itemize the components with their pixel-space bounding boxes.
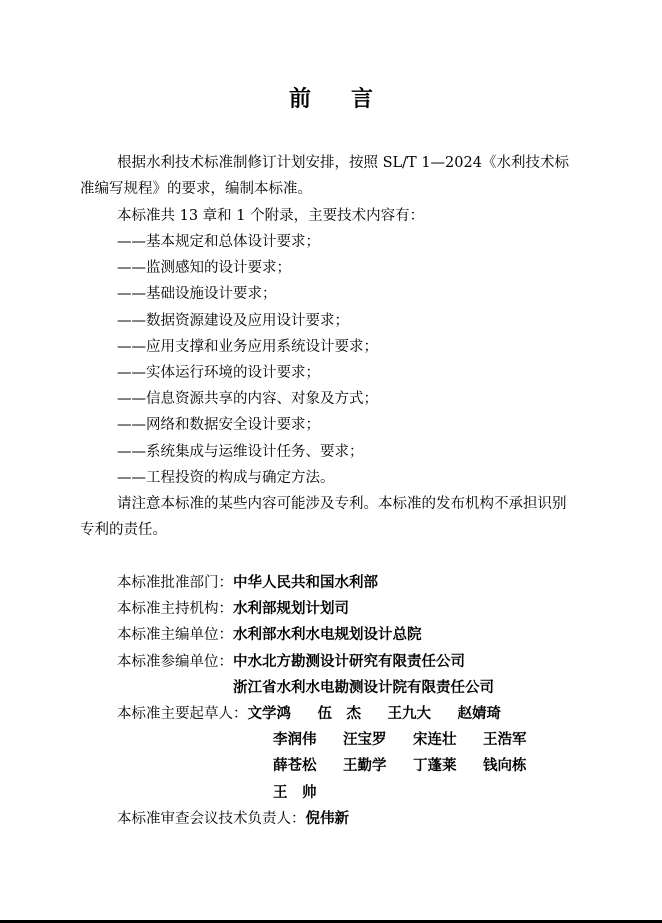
list-item: ——数据资源建设及应用设计要求；	[117, 312, 349, 329]
drafter-name-row	[248, 701, 528, 727]
drafter-row-continued	[117, 727, 553, 806]
drafter-name: 薛苍松	[273, 758, 317, 775]
drafter-row	[117, 701, 553, 727]
drafter-name: 王 帅	[273, 784, 317, 801]
reviewer-value: 倪伟新	[305, 810, 349, 827]
drafter-list	[248, 701, 528, 727]
list-item: ——工程投资的构成与确定方法。	[117, 469, 335, 486]
list-item: ——信息资源共享的内容、对象及方式；	[117, 391, 378, 408]
drafter-name: 伍 杰	[317, 706, 361, 723]
intro-paragraph	[80, 150, 580, 202]
participant-item: 中水北方勘测设计研究有限责任公司	[233, 653, 465, 670]
title-char-1: 前	[288, 87, 311, 112]
reviewer-row	[117, 806, 553, 832]
drafter-name-row	[273, 780, 553, 806]
list-item: ——系统集成与运维设计任务、要求；	[117, 443, 364, 460]
drafter-name: 李润伟	[273, 732, 317, 749]
list-item: ——监测感知的设计要求；	[117, 260, 291, 277]
drafter-name: 王勤学	[343, 758, 387, 775]
participant-item: 浙江省水利水电勘测设计院有限责任公司	[233, 679, 494, 696]
approver-value: 中华人民共和国水利部	[233, 575, 378, 591]
drafter-name: 王浩军	[483, 732, 527, 749]
participant-list	[233, 649, 494, 701]
drafter-name: 宋连壮	[413, 732, 457, 749]
content-list	[117, 229, 378, 491]
page-title	[0, 82, 662, 113]
host-value: 水利部规划计划司	[233, 601, 349, 618]
list-item: ——应用支撑和业务应用系统设计要求；	[117, 338, 378, 355]
editor-row	[117, 622, 553, 648]
drafter-name-row	[273, 753, 553, 779]
drafter-name: 丁蓬莱	[413, 758, 457, 775]
title-char-2: 言	[351, 87, 374, 112]
participant-label: 本标准参编单位：	[117, 653, 233, 670]
reviewer-label: 本标准审查会议技术负责人：	[117, 810, 306, 827]
list-item: ——网络和数据安全设计要求；	[117, 417, 320, 434]
host-row	[117, 596, 553, 622]
drafter-name-row	[273, 727, 553, 753]
drafter-name: 汪宝罗	[343, 732, 387, 749]
drafter-label: 本标准主要起草人：	[117, 706, 248, 723]
drafter-list-continued	[273, 727, 553, 806]
patent-notice-paragraph	[80, 491, 580, 543]
list-item: ——实体运行环境的设计要求；	[117, 365, 320, 382]
content-summary-text: 本标准共 13 章和 1 个附录，主要技术内容有：	[117, 208, 425, 224]
participant-row	[117, 649, 553, 701]
editor-value: 水利部水利水电规划设计总院	[233, 627, 422, 644]
drafter-name: 王九大	[387, 706, 431, 723]
approver-row	[117, 570, 553, 596]
drafter-name: 赵婧琦	[457, 706, 501, 723]
host-label: 本标准主持机构：	[117, 601, 233, 618]
editor-label: 本标准主编单位：	[117, 627, 233, 644]
list-item: ——基础设施设计要求；	[117, 286, 277, 303]
patent-notice-text: 请注意本标准的某些内容可能涉及专利。本标准的发布机构不承担识别专利的责任。	[80, 496, 567, 538]
drafter-name: 文学鸿	[247, 706, 291, 723]
list-item: ——基本规定和总体设计要求；	[117, 234, 320, 250]
drafter-name: 钱向栋	[483, 758, 527, 775]
content-summary-paragraph	[80, 203, 580, 229]
approver-label: 本标准批准部门：	[117, 575, 233, 591]
standard-info-block	[117, 570, 553, 832]
intro-text: 根据水利技术标准制修订计划安排，按照 SL/T 1—2024《水利技术标准编写规程》的要求，编制本标准。	[80, 155, 569, 197]
